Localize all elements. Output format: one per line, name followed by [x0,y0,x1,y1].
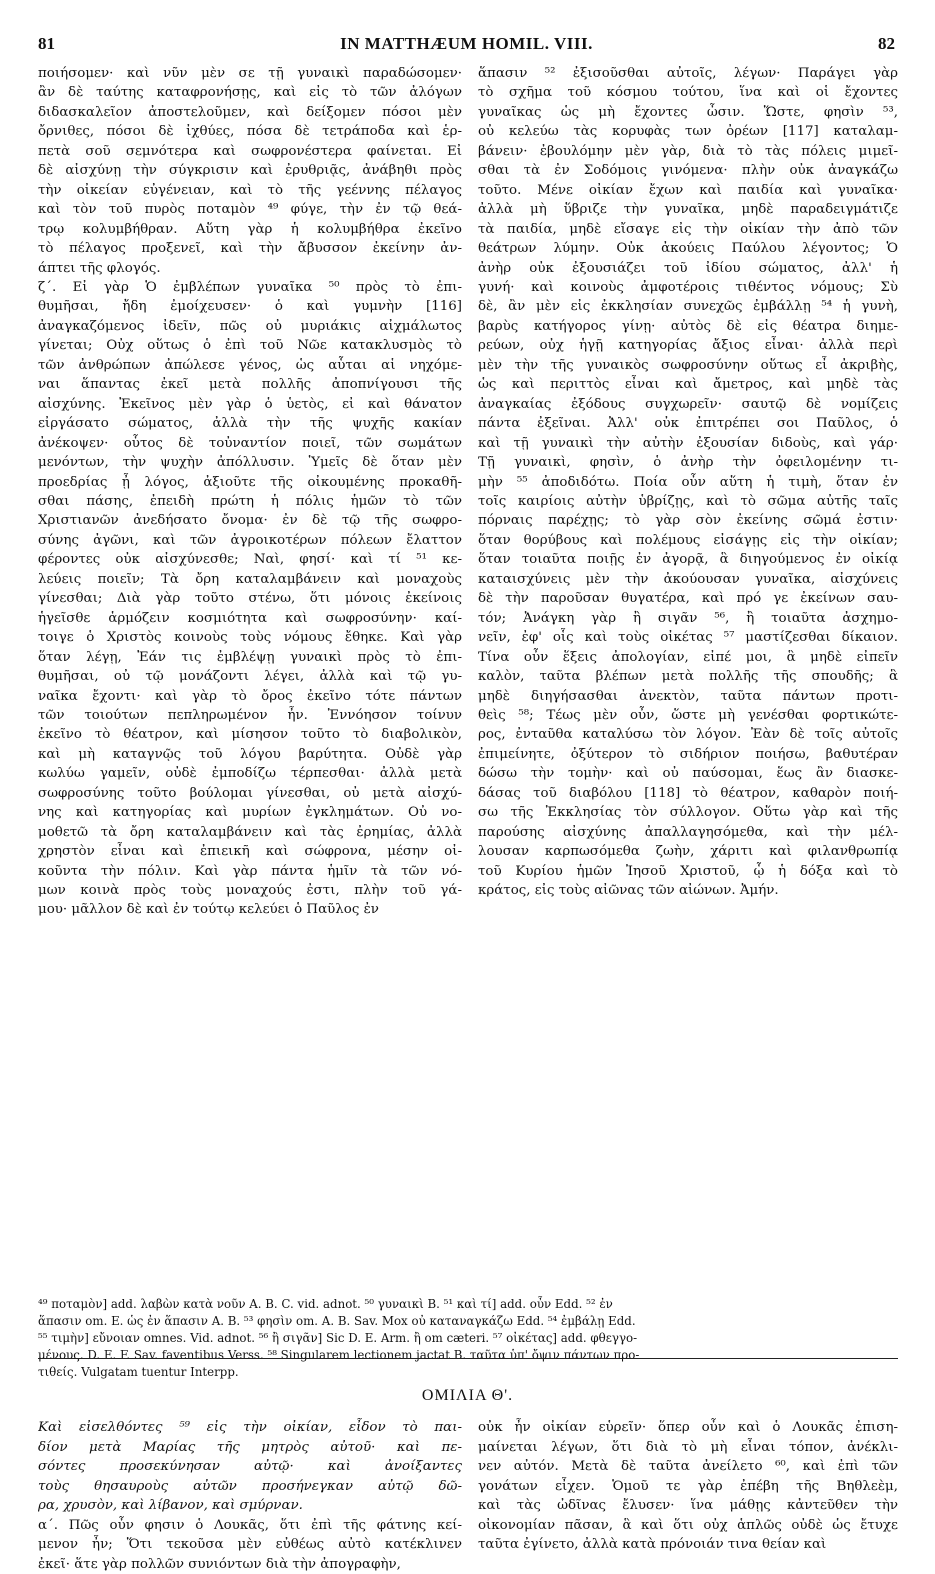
text-line: ἀναγκαζόμενος ἰδεῖν, πῶς οὐ μυριάκις αἰχμάλωτος [38,317,462,336]
page-number-left: 81 [38,34,55,54]
text-line: τοῦ Κυρίου ἡμῶν Ἰησοῦ Χριστοῦ, ᾧ ἡ δόξα καὶ τὸ [478,862,898,881]
text-line: μὲν τὴν τῆς γυναικὸς σωφροσύνην οὕτως εἶ ἀκριβὴς, [478,356,898,375]
homily-right-column [478,1418,898,1555]
text-line: ὅταν θορύβους καὶ πολέμους εἰσάγῃς εἰς τὴν οἰκίαν; [478,531,898,550]
text-line: δώσω τὴν τομὴν· καὶ οὐ παύσομαι, ἕως ἂν διασκε- [478,764,898,783]
text-line: εἰργάσατο σώματος, ἀλλὰ τὴν τῆς ψυχῆς κακίαν [38,414,462,433]
homily-text-line: Καὶ εἰσελθόντες ⁵⁹ εἰς τὴν οἰκίαν, εἶδον τὸ παι- [38,1418,462,1438]
text-line: μων κοινὰ πρὸς τοὺς μοναχούς ἐστι, πλὴν τοῦ γά- [38,881,462,900]
text-line: πετὰ σοῦ σεμνότερα καὶ σωφρονέστερα φαίνεται. Εἰ [38,142,462,161]
text-line: βάνειν· ἐβουλόμην μὲν γὰρ, διὰ τὸ τὰς πόλεις μιμεῖ- [478,142,898,161]
text-line: καὶ μὴ καταγνῷς τοῦ λόγου βαρύτητα. Οὐδὲ γὰρ [38,745,462,764]
text-line: κοῦντα τὴν πόλιν. Καὶ γὰρ πάντα ἡμῖν τὰ τῶν νό- [38,862,462,881]
text-line: βαρὺς κατήγορος γίνῃ· αὐτὸς δὲ εἰς θέατρα διημε- [478,317,898,336]
homily-text-line: ταῦτα ἐγίνετο, ἀλλὰ κατὰ πρόνοιάν τινα θείαν καὶ [478,1535,898,1555]
text-line: ἀλλὰ μὴ ὕβριζε τὴν γυναῖκα, μηδὲ παραδειγμάτιζε [478,200,898,219]
text-line: διδασκαλεῖον ἀποστελοῦμεν, καὶ δείξομεν πόσοι μὲν [38,103,462,122]
text-line: δὲ τὴν παροῦσαν θυγατέρα, καὶ πρό γε ἐκείνων σαυ- [478,589,898,608]
text-line: τοῖς καιρίοις αὐτὴν ὑβρίζῃς, καὶ τὸ σῶμα αὐτῆς ταῖς [478,492,898,511]
homily-text-line: οὐκ ἦν οἰκίαν εὑρεῖν· ὅπερ οὖν καὶ ὁ Λουκᾶς ἐπιση- [478,1418,898,1438]
text-line: άπτει τῆς φλογός. [38,259,462,278]
text-line: χρηστὸν εἶναι καὶ ἐπιεικῆ καὶ σώφρονα, μέσην οἰ- [38,842,462,861]
footnote-line: ἅπασιν om. E. ὡς ἐν ἅπασιν A. B. ⁵³ φησὶν om. A. B. Sav. Mox οὐ καταναγκάζω Edd. ⁵⁴ ἐμβάλῃ Edd. [38,1313,898,1330]
text-line: Τῇ γυναικὶ, φησὶν, ὁ ἀνὴρ τὴν ὀφειλομένην τι- [478,453,898,472]
text-line: τὴν οἰκείαν εὐγένειαν, καὶ τὸ τῆς γεέννης πέλαγος [38,181,462,200]
text-line: θεάτρων λύμην. Οὐκ ἀκούεις Παύλου λέγοντος; Ὁ [478,239,898,258]
footnote-line: μένους. D. E. F. Sav. faventibus Verss. ⁵⁸ Singularem lectionem jactat B. ταῦτα ὑπ' ὄψιν πάντων προ- [38,1347,898,1364]
text-line: πόρναις παρέχῃς; τὸ γὰρ σὸν ἐκείνης σῶμά ἐστιν· [478,511,898,530]
text-line: λεύεις ποιεῖν; Τὰ ὄρη καταλαμβάνειν καὶ μοναχοὺς [38,570,462,589]
text-line: ναι ἅπαντας ἐκεῖ μετὰ πολλῆς ἀποπνίγουσι τῆς [38,375,462,394]
text-line: οὐ κελεύω τὰς κορυφὰς των ὀρέων [117] καταλαμ- [478,122,898,141]
text-line: καταισχύνεις μὲν τὴν ἀκούουσαν γυναῖκα, αἰσχύνεις [478,570,898,589]
homily-text-line: τοὺς θησαυροὺς αὐτῶν προσήνεγκαν αὐτῷ δῶ- [38,1477,462,1497]
homily-text-line: ἐκεῖ· ἅτε γὰρ πολλῶν συνιόντων διὰ τὴν ἀπογραφὴν, [38,1555,462,1574]
text-line: γίνεται; Οὐχ οὕτως ὁ ἐπὶ τοῦ Νῶε κατακλυσμὸς τὸ [38,336,462,355]
homily-left-column [38,1418,462,1574]
homily-text-line: μενον ἦν; Ὅτι τεκοῦσα μὲν εὐθέως αὐτὸ κατέκλινεν [38,1535,462,1555]
running-title: IN MATTHÆUM HOMIL. VIII. [38,34,895,54]
text-line: ἂν δὲ ταύτης καταφρονήσῃς, καὶ εἰς τὸ τῶν ἀλόγων [38,83,462,102]
text-line: αἰσχύνης. Ἐκεῖνος μὲν γὰρ ὁ ὑετὸς, εἰ καὶ θάνατον [38,395,462,414]
text-line: θεὶς ⁵⁸; Τέως μὲν οὖν, ὥστε μὴ γενέσθαι φορτικώτε- [478,706,898,725]
text-line: μηδὲ διηγήσασθαι ἀνεκτὸν, ταῦτα πάντων προτι- [478,687,898,706]
text-line: Τίνα οὖν ἕξεις ἀπολογίαν, εἰπέ μοι, ἃ μηδὲ εἰπεῖν [478,648,898,667]
text-line: νης καὶ κατηγορίας καὶ μυρίων ἐγκλημάτων. Οὐ νο- [38,803,462,822]
homily-text-line: σόντες προσεκύνησαν αὐτῷ· καὶ ἀνοίξαντες [38,1457,462,1477]
text-line: σθαι πάσης, ἐπειδὴ πρώτη ἡ πόλις ἡμῶν τὸ τῶν [38,492,462,511]
homily-text-line: οἰκονομίαν πᾶσαν, ἃ καὶ ὅτι οὐχ ἁπλῶς οὐδὲ ὡς ἔτυχε [478,1516,898,1536]
page-number-right: 82 [878,34,895,54]
text-line: τρῳ κολυμβήθραν. Αὕτη γὰρ ἡ κολυμβήθρα ἐκεῖνο [38,220,462,239]
text-line: καλὸν, ταῦτα βλέπων μετὰ πολλῆς τῆς σπουδῆς; ἃ [478,667,898,686]
text-line: σθαι τὰ ἐν Σοδόμοις γινόμενα· πλὴν οὐκ ἀναγκάζω [478,161,898,180]
text-line: κωλύω γαμεῖν, οὐδὲ ἐμποδίζω τέρπεσθαι· ἀλλὰ μετὰ [38,764,462,783]
homily-title: ΟΜΙΛΙΑ Θ'. [0,1387,935,1405]
text-line: ὅταν τοιαῦτα ποιῇς ἐν ἀγορᾷ, ἃ διηγούμενος ἐν οἰκίᾳ [478,550,898,569]
homily-text-line: καὶ τὰς ὠδῖνας ἔλυσεν· ἵνα μάθῃς κἀντεῦθεν τὴν [478,1496,898,1516]
text-line: δάσας τοῦ διαβόλου [118] τὸ θέατρον, καθαρὸν ποιή- [478,784,898,803]
text-line: τοῦτο. Μένε οἰκίαν ἔχων καὶ παιδία καὶ γυναῖκα· [478,181,898,200]
text-line: τῶν τοιούτων πεπληρωμένον ἦν. Ἐννόησον τοίνυν [38,706,462,725]
footnote-line: ⁵⁵ τιμὴν] εὔνοιαν omnes. Vid. adnot. ⁵⁶ ἢ σιγᾶν] Sic D. E. Arm. ἢ om cæteri. ⁵⁷ οἰκέτας] add. φθεγγο- [38,1330,898,1347]
text-line: κράτος, εἰς τοὺς αἰῶνας τῶν αἰώνων. Ἀμήν. [478,881,898,900]
text-line: τὸ πέλαγος προξενεῖ, καὶ τὴν ἄβυσσον ἐκείνην ἀν- [38,239,462,258]
text-line: ἐπιμείνητε, ὀξύτερον τὸ σιδήριον ποιήσω, βαθυτέραν [478,745,898,764]
text-line: τῶν ἀνθρώπων ἀπώλεσε γένος, ὡς αὗται αἱ νηχόμε- [38,356,462,375]
text-line: καὶ τὸν τοῦ πυρὸς ποταμὸν ⁴⁹ φύγε, τὴν ἐν τῷ θεά- [38,200,462,219]
running-head [38,34,895,60]
text-line: φέροντες οὐκ αἰσχύνεσθε; Ναὶ, φησί· καὶ τί ⁵¹ κε- [38,550,462,569]
footnote-line: τιθείς. Vulgatam tuentur Interpp. [38,1364,898,1381]
homily-text-line: νεν αὐτόν. Μετὰ δὲ ταῦτα ἀνείλετο ⁶⁰, καὶ ἐπὶ τῶν [478,1457,898,1477]
text-line: γυναῖκας ὡς μὴ ἔχοντες ὦσιν. Ὥστε, φησὶν ⁵³, [478,103,898,122]
text-line: λουσαν καρπωσόμεθα ζωὴν, χάριτι καὶ φιλανθρωπίᾳ [478,842,898,861]
homily-text-line: ρα, χρυσὸν, καὶ λίβανον, καὶ σμύρναν. [38,1496,462,1516]
right-text-column [478,64,898,900]
homily-text-line: α΄. Πῶς οὖν φησιν ὁ Λουκᾶς, ὅτι ἐπὶ τῆς φάτνης κεί- [38,1516,462,1536]
text-line: ἅπασιν ⁵² ἐξισοῦσθαι αὐτοῖς, λέγων· Παράγει γὰρ [478,64,898,83]
text-line: ποιήσομεν· καὶ νῦν μὲν σε τῇ γυναικὶ παραδώσομεν· [38,64,462,83]
text-line: πάντα ἐξεῖναι. Ἀλλ' οὐκ ἐπιτρέπει σοι Παῦλος, ὁ [478,414,898,433]
left-text-column [38,64,462,920]
text-line: ζ΄. Εἰ γὰρ Ὁ ἐμβλέπων γυναῖκα ⁵⁰ πρὸς τὸ ἐπι- [38,278,462,297]
footnote-line: ⁴⁹ ποταμὸν] add. λαβὼν κατὰ νοῦν A. B. C. vid. adnot. ⁵⁰ γυναικὶ B. ⁵¹ καὶ τί] add. οὖν Edd. ⁵² ἐν [38,1296,898,1313]
text-line: ὅταν λέγῃ, Ἐάν τις ἐμβλέψῃ γυναικὶ πρὸς τὸ ἐπι- [38,648,462,667]
text-line: σωφροσύνης τοῦτο βούλομαι γίνεσθαι, οὐ μετὰ αἰσχύ- [38,784,462,803]
text-line: τὰ παιδία, μηδὲ εἴσαγε εἰς τὴν οἰκίαν τὴν ἀπὸ τῶν [478,220,898,239]
text-line: ρεύων, οὐχ ἡγῇ κατηγορίας ἄξιος εἶναι· ἀλλὰ περὶ [478,336,898,355]
text-line: ἀναγκαίας ἐξόδους συγχωρεῖν· σαυτῷ δὲ νομίζεις [478,395,898,414]
section-divider-rule [38,1358,898,1359]
text-line: γίνεσθαι; Διὰ γὰρ τοῦτο στένω, ὅτι μόνοις ἐκείνοις [38,589,462,608]
text-line: ὡς καὶ περιττὸς εἶναι καὶ ἄμετρος, καὶ μηδὲ τὰς [478,375,898,394]
text-line: σύνης ἀγῶνι, καὶ τῶν ἀγροικοτέρων πόλεων ἔλαττον [38,531,462,550]
text-line: μὴν ⁵⁵ ἀποδιδότω. Ποία οὖν αὕτη ἡ τιμὴ, ὅταν ἐν [478,473,898,492]
text-line: δὲ αἰσχύνῃ τὴν σύγκρισιν καὶ ἐρυθριᾷς, ἀνάβηθι πρὸς [38,161,462,180]
text-line: μοθετῶ τὰ ὄρη καταλαμβάνειν καὶ τὰς ἐρημίας, ἀλλὰ [38,823,462,842]
text-line: παρούσης αἰσχύνης ἀπαλλαγησόμεθα, καὶ τὴν μέλ- [478,823,898,842]
text-line: ρος, ἐνταῦθα καταλύσω τὸν λόγον. Ἐὰν δὲ τοῖς αὐτοῖς [478,725,898,744]
homily-text-line: μαίνεται λέγων, ὅτι διὰ τὸ μὴ εἶναι τόπον, ἀνέκλι- [478,1438,898,1458]
text-line: ἀνέκοψεν· οὗτος δὲ τοὐναντίον ποιεῖ, τῶν σωμάτων [38,434,462,453]
text-line: γυνή· καὶ κοινοὺς ἀμφοτέροις τιθέντος νόμους; Σὺ [478,278,898,297]
text-line: θυμῆσαι, ἤδη ἐμοίχευσεν· ὁ καὶ γυμνὴν [116] [38,297,462,316]
text-line: ὄρνιθες, πόσοι δὲ ἰχθύες, πόσα δὲ τετράποδα καὶ ἑρ- [38,122,462,141]
text-line: ἀνὴρ οὐκ ἐξουσιάζει τοῦ ἰδίου σώματος, ἀλλ' ἡ [478,259,898,278]
text-line: μενόντων, τὴν ψυχὴν ἀπόλλυσιν. Ὑμεῖς δὲ ὅταν μὲν [38,453,462,472]
text-line: Χριστιανῶν ἀνεδήσατο ὄνομα· ἐν δὲ τῷ τῆς σωφρο- [38,511,462,530]
text-line: σω τῆς Ἐκκλησίας τὸν σύλλογον. Οὕτω γὰρ καὶ τῆς [478,803,898,822]
text-line: δὲ, ἂν μὲν εἰς ἐκκλησίαν συνεχῶς ἐμβάλλῃ ⁵⁴ ἡ γυνὴ, [478,297,898,316]
text-line: τόν; Ἀνάγκη γὰρ ἢ σιγᾶν ⁵⁶, ἢ τοιαῦτα ἀσχημο- [478,609,898,628]
footnotes [38,1296,898,1381]
text-line: μου· μᾶλλον δὲ καὶ ἐν τούτῳ κελεύει ὁ Παῦλος ἐν [38,900,462,919]
text-line: προεδρίας ᾖ λόγος, ἀξιοῦτε τῆς οἰκουμένης προκαθῆ- [38,473,462,492]
text-line: θυμῆσαι, οὐ τῷ μονάζοντι λέγει, ἀλλὰ καὶ τῷ γυ- [38,667,462,686]
text-line: ἡγεῖσθε ἁρμόζειν κοσμιότητα καὶ σωφροσύνην· καί- [38,609,462,628]
text-line: νεῖν, ἐφ' οἷς καὶ τοὺς οἰκέτας ⁵⁷ μαστίζεσθαι δίκαιον. [478,628,898,647]
text-line: ἐκεῖνο τὸ θέατρον, καὶ μίσησον τοῦτο τὸ διαβολικὸν, [38,725,462,744]
text-line: τὸ σχῆμα τοῦ κόσμου τούτου, ἵνα καὶ οἱ ἔχοντες [478,83,898,102]
text-line: ναῖκα ἔχοντι· καὶ γὰρ τὸ ὄρος ἐκεῖνο τότε πάντων [38,687,462,706]
homily-text-line: γονάτων εἶχεν. Ὁμοῦ τε γὰρ ἐπέβη τῆς Βηθλεὲμ, [478,1477,898,1497]
text-line: καὶ τῇ γυναικὶ τὴν αὐτὴν ἐξουσίαν διδοὺς, καὶ γάρ· [478,434,898,453]
text-line: τοιγε ὁ Χριστὸς κοινοὺς τοὺς νόμους ἔθηκε. Καὶ γὰρ [38,628,462,647]
homily-text-line: δίον μετὰ Μαρίας τῆς μητρὸς αὐτοῦ· καὶ πε- [38,1438,462,1458]
